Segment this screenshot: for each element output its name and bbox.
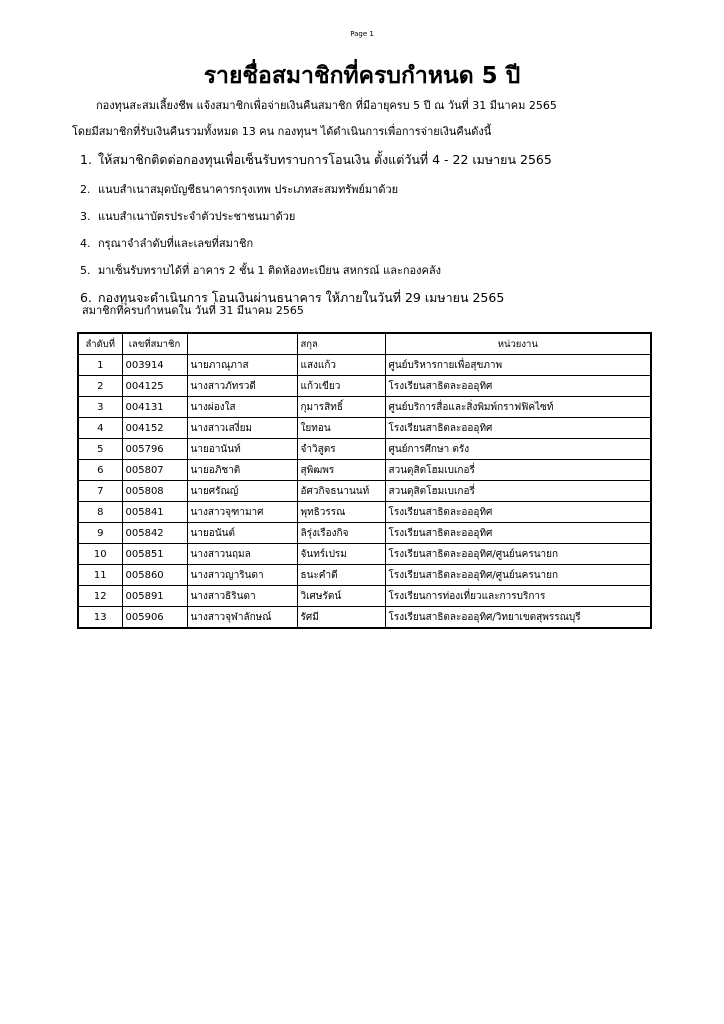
cell-no: 13 — [78, 607, 122, 629]
header-surname: สกุล — [297, 333, 385, 355]
cell-name: นางสาวนฤมล — [187, 544, 297, 565]
cell-name: นางผ่องใส — [187, 397, 297, 418]
instruction-steps-list — [80, 150, 552, 308]
cell-member-id: 005860 — [122, 565, 187, 586]
table-body — [78, 355, 651, 629]
step-text: แนบสำเนาสมุดบัญชีธนาคารกรุงเทพ ประเภทสะสมทรัพย์มาด้วย — [98, 183, 399, 196]
table-row — [78, 586, 651, 607]
cell-surname: รัศมี — [297, 607, 385, 629]
cell-name: นางสาวเสงี่ยม — [187, 418, 297, 439]
cell-member-id: 004152 — [122, 418, 187, 439]
step-number: 2. — [80, 183, 91, 196]
cell-surname: สุพิฒพร — [297, 460, 385, 481]
step-number: 5. — [80, 264, 91, 277]
cell-name: นางสาวจุฑามาศ — [187, 502, 297, 523]
header-department: หน่วยงาน — [385, 333, 651, 355]
instruction-step — [80, 180, 552, 198]
cell-department: ศูนย์บริหารกายเพื่อสุขภาพ — [385, 355, 651, 376]
cell-member-id: 005807 — [122, 460, 187, 481]
cell-surname: กุมารสิทธิ์ — [297, 397, 385, 418]
cell-name: นายอนันต์ — [187, 523, 297, 544]
cell-member-id: 005842 — [122, 523, 187, 544]
step-number: 6. — [80, 290, 92, 305]
cell-surname: แก้วเขียว — [297, 376, 385, 397]
cell-surname: วิเศษรัตน์ — [297, 586, 385, 607]
cell-department: โรงเรียนสาธิตละอออุทิศ/ศูนย์นครนายก — [385, 544, 651, 565]
intro-paragraph-line-1: กองทุนสะสมเลี้ยงชีพ แจ้งสมาชิกเพื่อจ่ายเงินคืนสมาชิก ที่มีอายุครบ 5 ปี ณ วันที่ 31 มีนาคม 2565 — [96, 99, 557, 112]
cell-surname: จันทร์เปรม — [297, 544, 385, 565]
cell-no: 3 — [78, 397, 122, 418]
header-member-id: เลขที่สมาชิก — [122, 333, 187, 355]
cell-member-id: 003914 — [122, 355, 187, 376]
cell-surname: ธนะคำดี — [297, 565, 385, 586]
cell-surname: ใยทอน — [297, 418, 385, 439]
table-row — [78, 439, 651, 460]
step-text: กรุณาจำลำดับที่และเลขที่สมาชิก — [98, 237, 254, 250]
instruction-step — [80, 150, 552, 170]
cell-member-id: 005796 — [122, 439, 187, 460]
cell-no: 2 — [78, 376, 122, 397]
cell-name: นายอภิชาติ — [187, 460, 297, 481]
cell-member-id: 005841 — [122, 502, 187, 523]
table-row — [78, 418, 651, 439]
table-row — [78, 565, 651, 586]
step-text: กองทุนจะดำเนินการ โอนเงินผ่านธนาคาร ให้ภายในวันที่ 29 เมษายน 2565 — [98, 290, 505, 305]
cell-department: โรงเรียนสาธิตละอออุทิศ — [385, 502, 651, 523]
cell-member-id: 005891 — [122, 586, 187, 607]
cell-surname: พุทธิวรรณ — [297, 502, 385, 523]
step-text: มาเซ็นรับทราบได้ที่ อาคาร 2 ชั้น 1 ติดห้องทะเบียน สหกรณ์ และกองคลัง — [98, 264, 441, 277]
cell-surname: แสงแก้ว — [297, 355, 385, 376]
header-name — [187, 333, 297, 355]
cell-member-id: 005851 — [122, 544, 187, 565]
table-row — [78, 355, 651, 376]
table-row — [78, 481, 651, 502]
cell-member-id: 004131 — [122, 397, 187, 418]
cell-name: นางสาวภัทรวดี — [187, 376, 297, 397]
cell-department: โรงเรียนสาธิตละอออุทิศ — [385, 523, 651, 544]
table-row — [78, 460, 651, 481]
cell-name: นางสาวจุฬาลักษณ์ — [187, 607, 297, 629]
cell-member-id: 005906 — [122, 607, 187, 629]
cell-surname: ลิรุ่งเรืองกิจ — [297, 523, 385, 544]
cell-name: นายอานันท์ — [187, 439, 297, 460]
step-number: 4. — [80, 237, 91, 250]
cell-no: 10 — [78, 544, 122, 565]
step-number: 3. — [80, 210, 91, 223]
instruction-step — [80, 207, 552, 225]
cell-department: โรงเรียนสาธิตละอออุทิศ — [385, 418, 651, 439]
table-row — [78, 502, 651, 523]
cell-department: โรงเรียนสาธิตละอออุทิศ — [385, 376, 651, 397]
table-header-row — [78, 333, 651, 355]
step-number: 1. — [80, 152, 92, 167]
cell-member-id: 004125 — [122, 376, 187, 397]
cell-no: 12 — [78, 586, 122, 607]
cell-name: นายภาณุภาส — [187, 355, 297, 376]
page-number-label: Page 1 — [350, 30, 374, 38]
document-title: รายชื่อสมาชิกที่ครบกำหนด 5 ปี — [203, 63, 521, 89]
instruction-step — [80, 234, 552, 252]
step-text: ให้สมาชิกติดต่อกองทุนเพื่อเซ็นรับทราบการโอนเงิน ตั้งแต่วันที่ 4 - 22 เมษายน 2565 — [98, 152, 552, 167]
cell-name: นายศรัณญ์ — [187, 481, 297, 502]
due-date-line: สมาชิกที่ครบกำหนดใน วันที่ 31 มีนาคม 2565 — [82, 304, 304, 317]
cell-no: 4 — [78, 418, 122, 439]
cell-name: นางสาวญารินดา — [187, 565, 297, 586]
cell-department: โรงเรียนการท่องเที่ยวและการบริการ — [385, 586, 651, 607]
cell-name: นางสาวธิรินดา — [187, 586, 297, 607]
table-row — [78, 376, 651, 397]
table-row — [78, 544, 651, 565]
header-no: ลำดับที่ — [78, 333, 122, 355]
instruction-step — [80, 261, 552, 279]
step-text: แนบสำเนาบัตรประจำตัวประชาชนมาด้วย — [98, 210, 296, 223]
cell-no: 8 — [78, 502, 122, 523]
cell-department: สวนดุสิตโฮมเบเกอรี่ — [385, 481, 651, 502]
cell-no: 11 — [78, 565, 122, 586]
cell-no: 1 — [78, 355, 122, 376]
table-row — [78, 607, 651, 629]
cell-member-id: 005808 — [122, 481, 187, 502]
cell-no: 6 — [78, 460, 122, 481]
cell-no: 9 — [78, 523, 122, 544]
cell-department: โรงเรียนสาธิตละอออุทิศ/ศูนย์นครนายก — [385, 565, 651, 586]
intro-paragraph-line-2: โดยมีสมาชิกที่รับเงินคืนรวมทั้งหมด 13 คน กองทุนฯ ได้ดำเนินการเพื่อการจ่ายเงินคืนดังนี้ — [72, 125, 492, 138]
table-row — [78, 397, 651, 418]
cell-no: 5 — [78, 439, 122, 460]
cell-department: โรงเรียนสาธิตละอออุทิศ/วิทยาเขตสุพรรณบุรี — [385, 607, 651, 629]
cell-surname: อัศวกิจธนานนท์ — [297, 481, 385, 502]
cell-department: ศูนย์บริการสื่อและสิ่งพิมพ์กราฟฟิคไซท์ — [385, 397, 651, 418]
table-row — [78, 523, 651, 544]
cell-department: ศูนย์การศึกษา ตรัง — [385, 439, 651, 460]
members-table — [77, 332, 652, 629]
cell-department: สวนดุสิตโฮมเบเกอรี่ — [385, 460, 651, 481]
cell-no: 7 — [78, 481, 122, 502]
cell-surname: จำวิสูตร — [297, 439, 385, 460]
